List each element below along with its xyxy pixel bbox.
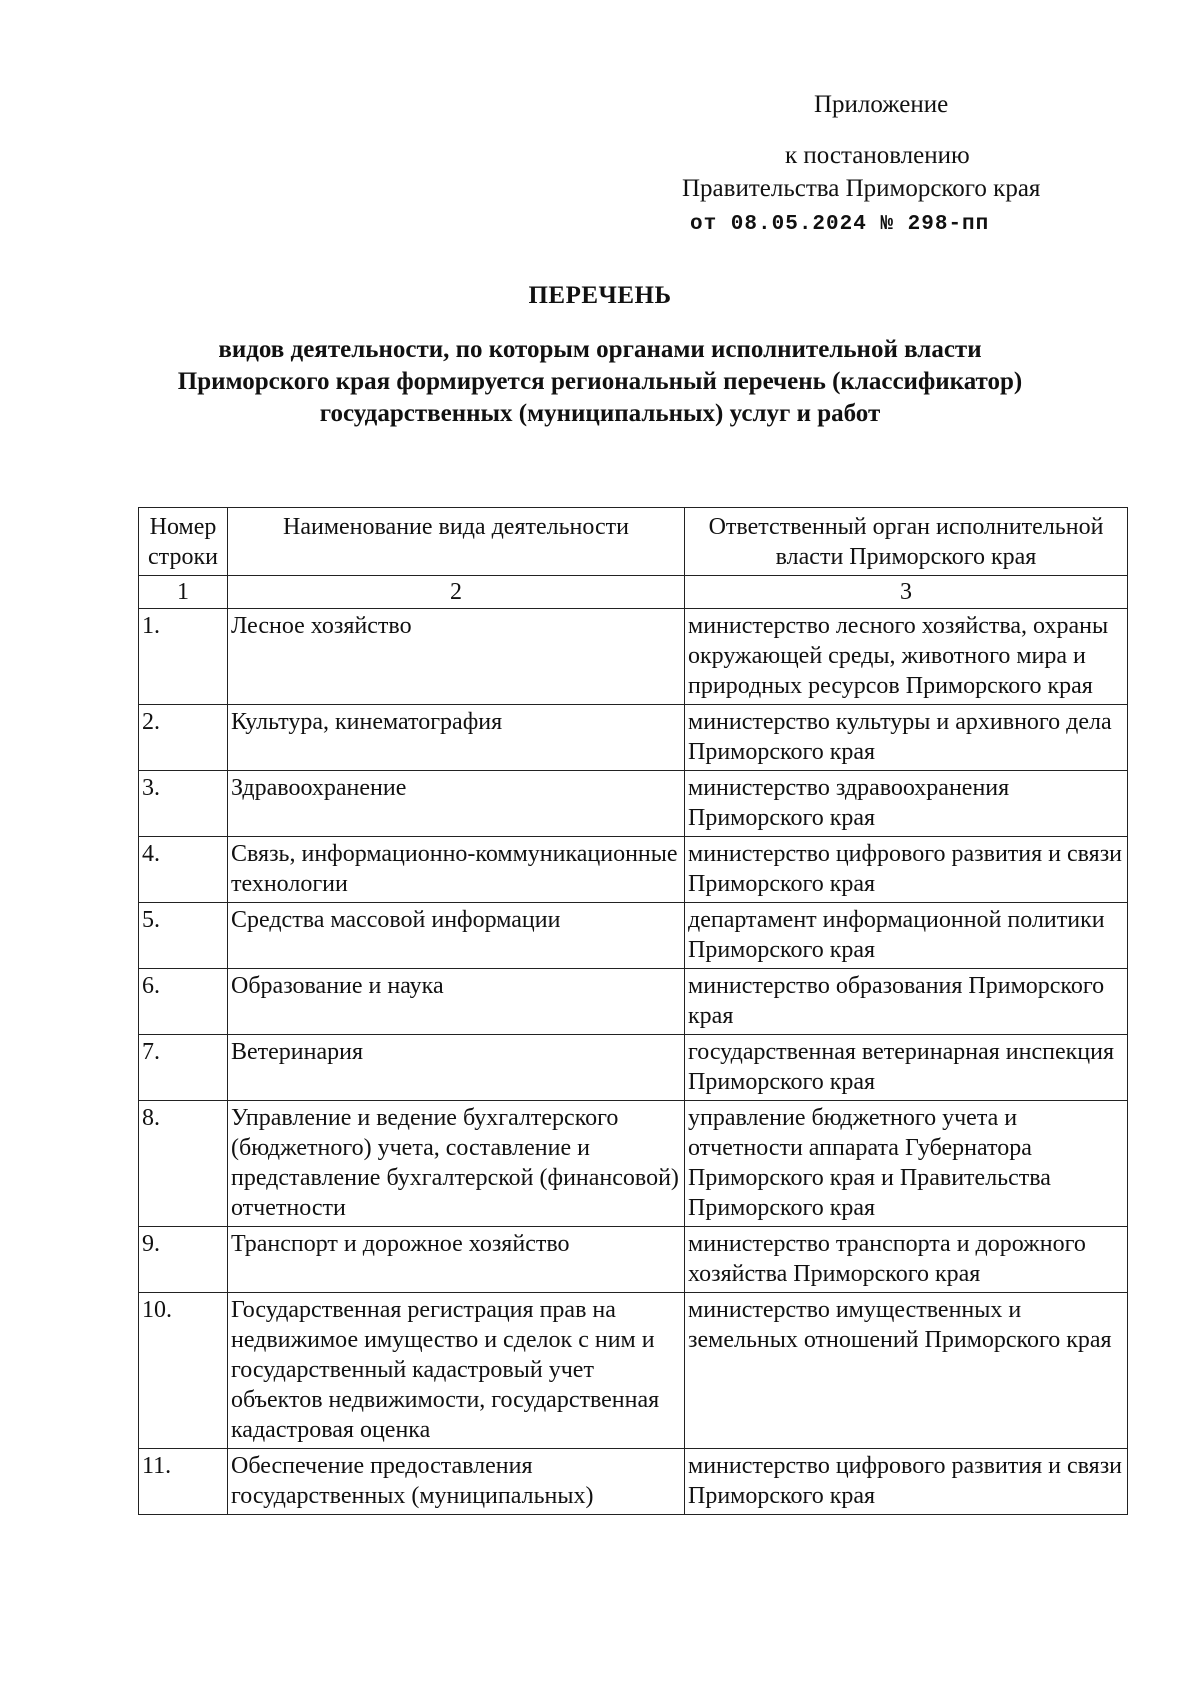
- row-authority: государственная ветеринарная инспекция Приморского края: [685, 1035, 1128, 1101]
- table-row: [139, 1101, 1128, 1227]
- table-row: [139, 1227, 1128, 1293]
- subtitle-line: Приморского края формируется региональный перечень (классификатор): [177, 368, 1023, 395]
- row-authority: управление бюджетного учета и отчетности аппарата Губернатора Приморского края и Правительства Приморского края: [685, 1101, 1128, 1227]
- subtitle-line: государственных (муниципальных) услуг и работ: [319, 400, 881, 427]
- table-row: [139, 705, 1128, 771]
- column-number: 1: [139, 576, 228, 609]
- row-activity: Лесное хозяйство: [228, 609, 685, 705]
- table-row: [139, 903, 1128, 969]
- row-number: 4.: [139, 837, 228, 903]
- row-number: 8.: [139, 1101, 228, 1227]
- document-subtitle: [100, 334, 1100, 430]
- row-authority: министерство лесного хозяйства, охраны окружающей среды, животного мира и природных ресурсов Приморского края: [685, 609, 1128, 705]
- row-authority: министерство цифрового развития и связи Приморского края: [685, 837, 1128, 903]
- approval-reference: к постановлению: [785, 142, 970, 169]
- header-authority: Ответственный орган исполнительной власти Приморского края: [685, 508, 1128, 576]
- table-row: [139, 837, 1128, 903]
- row-activity: Управление и ведение бухгалтерского (бюджетного) учета, составление и представление бухгалтерской (финансовой) отчетности: [228, 1101, 685, 1227]
- row-activity: Связь, информационно-коммуникационные технологии: [228, 837, 685, 903]
- row-activity: Ветеринария: [228, 1035, 685, 1101]
- subtitle-line: видов деятельности, по которым органами исполнительной власти: [218, 336, 982, 363]
- row-authority: министерство образования Приморского края: [685, 969, 1128, 1035]
- column-number: 2: [228, 576, 685, 609]
- document-title: ПЕРЕЧЕНЬ: [528, 282, 672, 309]
- table-body: [139, 609, 1128, 1515]
- row-number: 2.: [139, 705, 228, 771]
- table-row: [139, 969, 1128, 1035]
- column-numbers-row: [139, 576, 1128, 609]
- table-row: [139, 771, 1128, 837]
- row-activity: Культура, кинематография: [228, 705, 685, 771]
- row-activity: Образование и наука: [228, 969, 685, 1035]
- approval-date-number: от 08.05.2024 № 298-пп: [690, 213, 990, 236]
- row-number: 1.: [139, 609, 228, 705]
- row-number: 3.: [139, 771, 228, 837]
- row-authority: министерство имущественных и земельных отношений Приморского края: [685, 1293, 1128, 1449]
- row-authority: министерство культуры и архивного дела Приморского края: [685, 705, 1128, 771]
- table-header-row: [139, 508, 1128, 576]
- row-authority: министерство здравоохранения Приморского края: [685, 771, 1128, 837]
- table-row: [139, 1035, 1128, 1101]
- row-number: 7.: [139, 1035, 228, 1101]
- table-row: [139, 1293, 1128, 1449]
- row-activity: Обеспечение предоставления государственных (муниципальных): [228, 1449, 685, 1515]
- table-row: [139, 609, 1128, 705]
- activities-table: [138, 507, 1128, 1515]
- row-number: 11.: [139, 1449, 228, 1515]
- row-number: 10.: [139, 1293, 228, 1449]
- approval-label: Приложение: [814, 91, 949, 118]
- approval-issuer: Правительства Приморского края: [682, 175, 1041, 202]
- column-number: 3: [685, 576, 1128, 609]
- row-activity: Государственная регистрация прав на недвижимое имущество и сделок с ним и государственный кадастровый учет объектов недвижимости, государственная кадастровая оценка: [228, 1293, 685, 1449]
- row-authority: министерство транспорта и дорожного хозяйства Приморского края: [685, 1227, 1128, 1293]
- row-number: 5.: [139, 903, 228, 969]
- row-activity: Здравоохранение: [228, 771, 685, 837]
- row-activity: Средства массовой информации: [228, 903, 685, 969]
- row-number: 9.: [139, 1227, 228, 1293]
- header-number: Номер строки: [139, 508, 228, 576]
- table-row: [139, 1449, 1128, 1515]
- row-activity: Транспорт и дорожное хозяйство: [228, 1227, 685, 1293]
- row-authority: министерство цифрового развития и связи Приморского края: [685, 1449, 1128, 1515]
- row-number: 6.: [139, 969, 228, 1035]
- header-activity: Наименование вида деятельности: [228, 508, 685, 576]
- row-authority: департамент информационной политики Приморского края: [685, 903, 1128, 969]
